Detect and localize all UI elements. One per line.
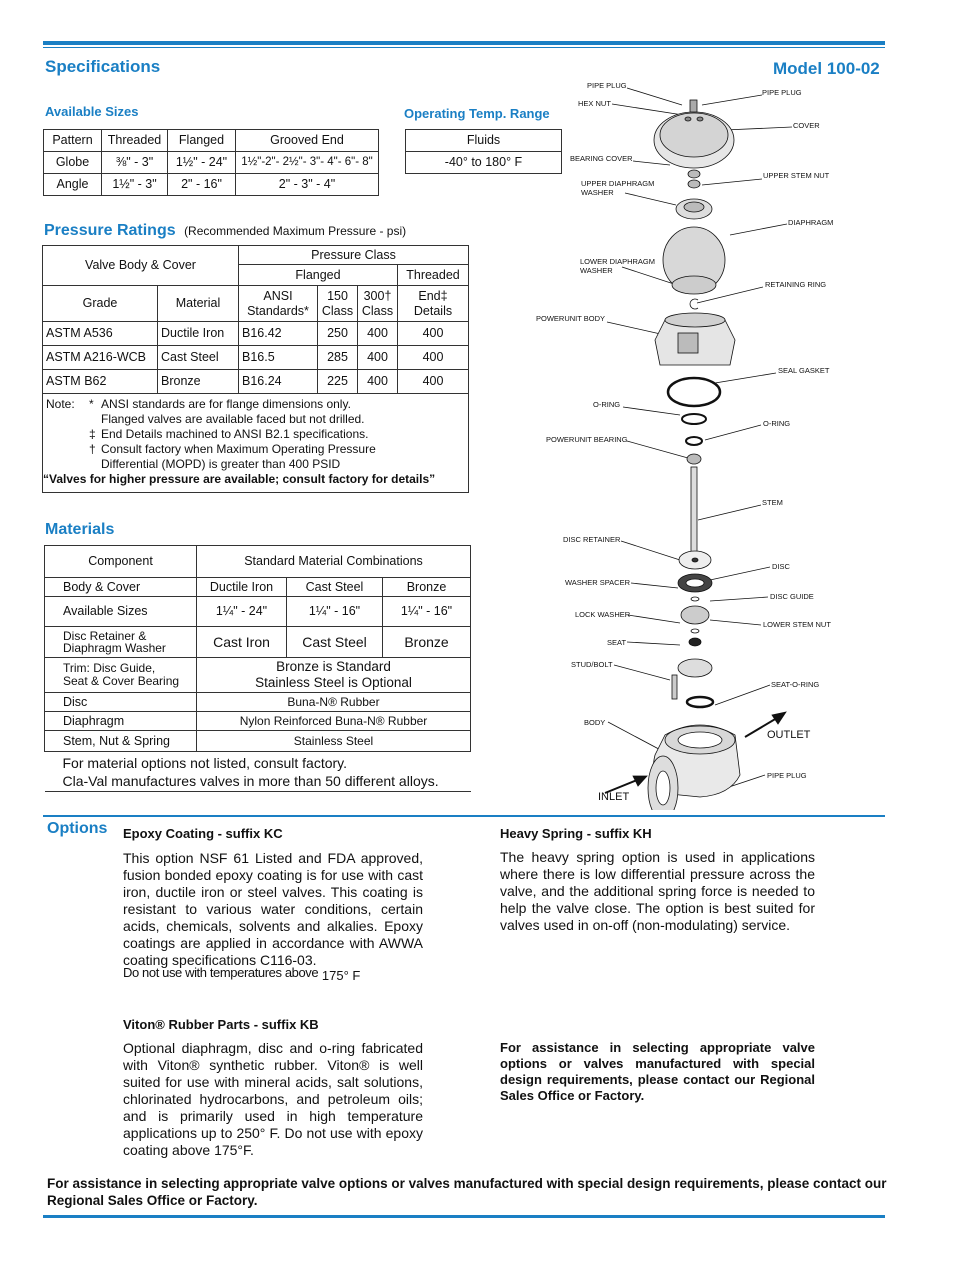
materials-footnote [45,752,471,792]
label-pipe-plug-2: PIPE PLUG [762,88,802,97]
epoxy-last: Do not use with temperatures above [123,965,319,980]
label-o-ring-2: O-RING [763,419,791,428]
label-diaphragm: DIAPHRAGM [788,218,834,227]
model-title: Model 100-02 [773,59,880,78]
cover-top [660,113,728,157]
table-cell: Cast Iron [197,627,287,658]
leader-line [702,95,762,105]
note3a: Consult factory when Maximum Operating Pressure [101,442,376,456]
material-header: Material [158,286,239,322]
label-lock-washer: LOCK WASHER [575,610,631,619]
pressure-title: Pressure Ratings [44,222,176,239]
table-cell: 1½"-2"- 2½"- 3"- 4"- 6"- 8" [236,152,379,174]
leader-line [627,88,682,105]
table-cell: Diaphragm [45,712,197,731]
trim-value1: Bronze is Standard [276,659,391,674]
options-rule [43,815,885,817]
table-cell [45,658,197,693]
table-cell: B16.24 [239,370,318,394]
leader-line [628,615,680,623]
trim-value2: Stainless Steel is Optional [255,675,412,690]
epoxy-text: This option NSF 61 Listed and FDA approved, fusion bonded epoxy coating is for use with cast iron, ductile iron or steel valves. This coating is resistant to various water conditions, certain acids, chemicals, solvents and alkalies. Epoxy coatings are applied in accordance with AWWA coating specifications C116-03. [123,850,423,968]
col-header: Grooved End [236,130,379,152]
threaded-header: Threaded [398,265,469,286]
label-outlet: OUTLET [767,729,811,741]
table-cell: Cast Steel [287,578,383,597]
outlet-arrow-head [772,712,786,724]
table-cell: Stem, Nut & Spring [45,731,197,752]
label-disc: DISC [772,562,790,571]
table-cell: Stainless Steel [197,731,471,752]
top-rule-thin [43,47,885,48]
o-ring-shape [682,414,706,424]
stem-shape [691,467,697,552]
class300-header: 300† Class [358,286,398,322]
label-lower-stem-nut: LOWER STEM NUT [763,620,831,629]
table-cell: 1¼" - 16" [383,597,471,627]
table-cell [45,627,197,658]
leader-line [730,224,787,235]
top-rule [43,41,885,45]
bottom-rule [43,1215,885,1218]
table-cell: Body & Cover [45,578,197,597]
table-cell: Ductile Iron [158,322,239,346]
ansi-header: ANSI Standards* [239,286,318,322]
leader-line [631,583,678,588]
available-sizes-table [43,129,379,196]
leader-line [698,505,761,520]
label-stem: STEM [762,498,783,507]
flanged-header: Flanged [239,265,398,286]
valve-body-header: Valve Body & Cover [43,246,239,286]
label-powerunit-body: POWERUNIT BODY [536,314,606,323]
spring-title: Heavy Spring - suffix KH [500,826,652,841]
label-stud-bolt: STUD/BOLT [571,660,613,669]
leader-line [621,541,680,560]
pressure-notes [43,394,469,493]
leader-line [627,441,688,458]
seat-shape [678,659,712,677]
seal-gasket-shape [668,378,720,406]
leader-line [607,322,665,335]
col-header: Pattern [44,130,102,152]
table-cell: 2" - 3" - 4" [236,174,379,196]
table-cell: 1½" - 24" [168,152,236,174]
note2: End Details machined to ANSI B2.1 specifications. [101,427,369,441]
label-upper-diaphragm-washer [581,179,654,197]
table-cell: Ductile Iron [197,578,287,597]
epoxy-last-line [123,965,361,983]
pipe-plug-shape [690,100,697,112]
table-cell: ⅜" - 3" [102,152,168,174]
table-cell: 225 [318,370,358,394]
note-dagger: † [89,442,96,456]
table-cell: 400 [358,322,398,346]
col-header: Fluids [406,130,562,152]
grade-header: Grade [43,286,158,322]
table-cell: 400 [398,370,469,394]
options-heading: Options [47,820,108,837]
leader-line [705,425,761,440]
table-cell: Globe [44,152,102,174]
lower-stem-nut-shape [689,638,701,646]
table-cell: Bronze [383,578,471,597]
disc-retainer-line2: Diaphragm Washer [63,641,166,655]
table-cell: B16.5 [239,346,318,370]
table-cell: Bronze [383,627,471,658]
class150-header: 150 Class [318,286,358,322]
bearing-cover-shape [688,170,700,178]
label-seal-gasket: SEAL GASKET [778,366,830,375]
note1a: ANSI standards are for flange dimensions only. [101,397,351,411]
table-cell [197,658,471,693]
materials-foot2: Cla-Val manufactures valves in more than 50 different alloys. [62,772,439,789]
table-cell: Bronze [158,370,239,394]
materials-foot1: For material options not listed, consult factory. [62,754,348,771]
inlet-arrow-head [633,776,647,786]
pressure-class-header: Pressure Class [239,246,469,265]
end-details-header: End‡ Details [398,286,469,322]
label-seat: SEAT [607,638,627,647]
label-seat-o-ring: SEAT-O-RING [771,680,820,689]
table-cell: Available Sizes [45,597,197,627]
assist-bottom-text: For assistance in selecting appropriate valve options or valves manufactured with special design requirements, please contact our Regional Sales Office or Factory. [47,1176,887,1208]
table-cell: Angle [44,174,102,196]
leader-line [614,665,670,680]
note-star: * [89,397,94,411]
table-cell: ASTM A216-WCB [43,346,158,370]
leader-line [715,685,770,705]
label-o-ring-1: O-RING [593,400,621,409]
epoxy-temp: 175° F [321,968,361,983]
table-cell: 1½" - 3" [102,174,168,196]
table-cell: ASTM A536 [43,322,158,346]
table-cell: 285 [318,346,358,370]
leader-line [627,642,680,645]
trim-line1: Trim: Disc Guide, [63,661,156,675]
materials-heading: Materials [45,521,115,538]
table-cell: 250 [318,322,358,346]
label-upper-washer-line1: UPPER DIAPHRAGM [581,179,655,188]
upper-stem-nut-shape [688,180,700,188]
table-cell: 2" - 16" [168,174,236,196]
table-cell: 400 [398,346,469,370]
table-cell: ASTM B62 [43,370,158,394]
label-pipe-plug-1: PIPE PLUG [587,81,627,90]
note3b: Differential (MOPD) is greater than 400 PSID [101,457,341,471]
label-disc-guide: DISC GUIDE [770,592,814,601]
combos-header: Standard Material Combinations [197,546,471,578]
stud-bolt-shape [672,675,677,699]
note1b: Flanged valves are available faced but not drilled. [101,412,365,426]
table-cell: B16.42 [239,322,318,346]
label-body: BODY [584,718,606,727]
materials-table [44,545,471,792]
note-higher-pressure: “Valves for higher pressure are available; consult factory for details” [43,472,436,486]
table-cell: Disc [45,693,197,712]
leader-line [702,179,762,185]
table-cell: Buna-N® Rubber [197,693,471,712]
table-cell: 400 [398,322,469,346]
label-upper-washer-line2: WASHER [581,188,614,197]
epoxy-title: Epoxy Coating - suffix KC [123,826,283,841]
retaining-ring-shape [690,299,698,309]
table-cell: 400 [358,370,398,394]
disc-retainer-line1: Disc Retainer & [63,629,147,643]
label-pipe-plug-3: PIPE PLUG [767,771,807,780]
viton-text: Optional diaphragm, disc and o-ring fabricated with Viton® synthetic rubber. Viton® is well suited for use with mineral acids, salt solutions, chlorinated hydrocarbons, and petroleum oils; and is primarily used in high temperature applications up to 250° F. Do not use with epoxy coating above 175°F. [123,1040,423,1158]
label-bearing-cover: BEARING COVER [570,154,633,163]
label-inlet: INLET [598,791,630,803]
col-header: Flanged [168,130,236,152]
seat-o-ring-shape [687,697,713,707]
specifications-heading: Specifications [45,57,161,76]
leader-line [623,407,680,415]
label-washer-spacer: WASHER SPACER [565,578,631,587]
spring-text: The heavy spring option is used in applications where there is low differential pressure across the valve, and the additional spring force is needed to help the valve close. The option is best suited for valves used in on-off (non-modulating) service. [500,849,815,933]
leader-line [612,104,683,115]
operating-temp-heading: Operating Temp. Range [404,106,550,121]
leader-line [715,373,776,383]
label-powerunit-bearing: POWERUNIT BEARING [546,435,628,444]
label-upper-stem-nut: UPPER STEM NUT [763,171,830,180]
trim-line2: Seat & Cover Bearing [63,674,180,688]
note-double-dagger: ‡ [89,427,96,441]
table-cell: -40° to 180° F [406,152,562,174]
label-lower-washer-line1: LOWER DIAPHRAGM [580,257,656,266]
lower-washer-shape [672,276,716,294]
pressure-ratings-table [42,245,469,493]
o-ring-shape [686,437,702,445]
table-cell: Cast Steel [287,627,383,658]
leader-line [710,620,761,625]
table-cell: 400 [358,346,398,370]
label-cover: COVER [793,121,820,130]
component-header: Component [45,546,197,578]
col-header: Threaded [102,130,168,152]
leader-line [710,597,768,601]
label-lower-diaphragm-washer [580,257,655,275]
assist-right-text: For assistance in selecting appropriate valve options or valves manufactured with special design requirements, please contact our Regional Sales Office or Factory. [500,1040,815,1103]
label-disc-retainer: DISC RETAINER [563,535,621,544]
leader-line [710,567,770,580]
pressure-ratings-heading [44,222,406,240]
label-lower-washer-line2: WASHER [580,266,613,275]
powerunit-bearing-shape [687,454,701,464]
leader-line [725,127,792,130]
table-cell: 1¼" - 16" [287,597,383,627]
table-cell: Nylon Reinforced Buna-N® Rubber [197,712,471,731]
note-label: Note: [46,397,75,411]
table-cell: 1¼" - 24" [197,597,287,627]
leader-line [633,161,670,165]
disc-guide-shape [681,606,709,624]
available-sizes-heading: Available Sizes [45,104,139,119]
viton-title: Viton® Rubber Parts - suffix KB [123,1017,319,1032]
table-cell: Cast Steel [158,346,239,370]
label-hex-nut: HEX NUT [578,99,611,108]
pressure-subtitle: (Recommended Maximum Pressure - psi) [184,224,407,238]
label-retaining-ring: RETAINING RING [765,280,827,289]
